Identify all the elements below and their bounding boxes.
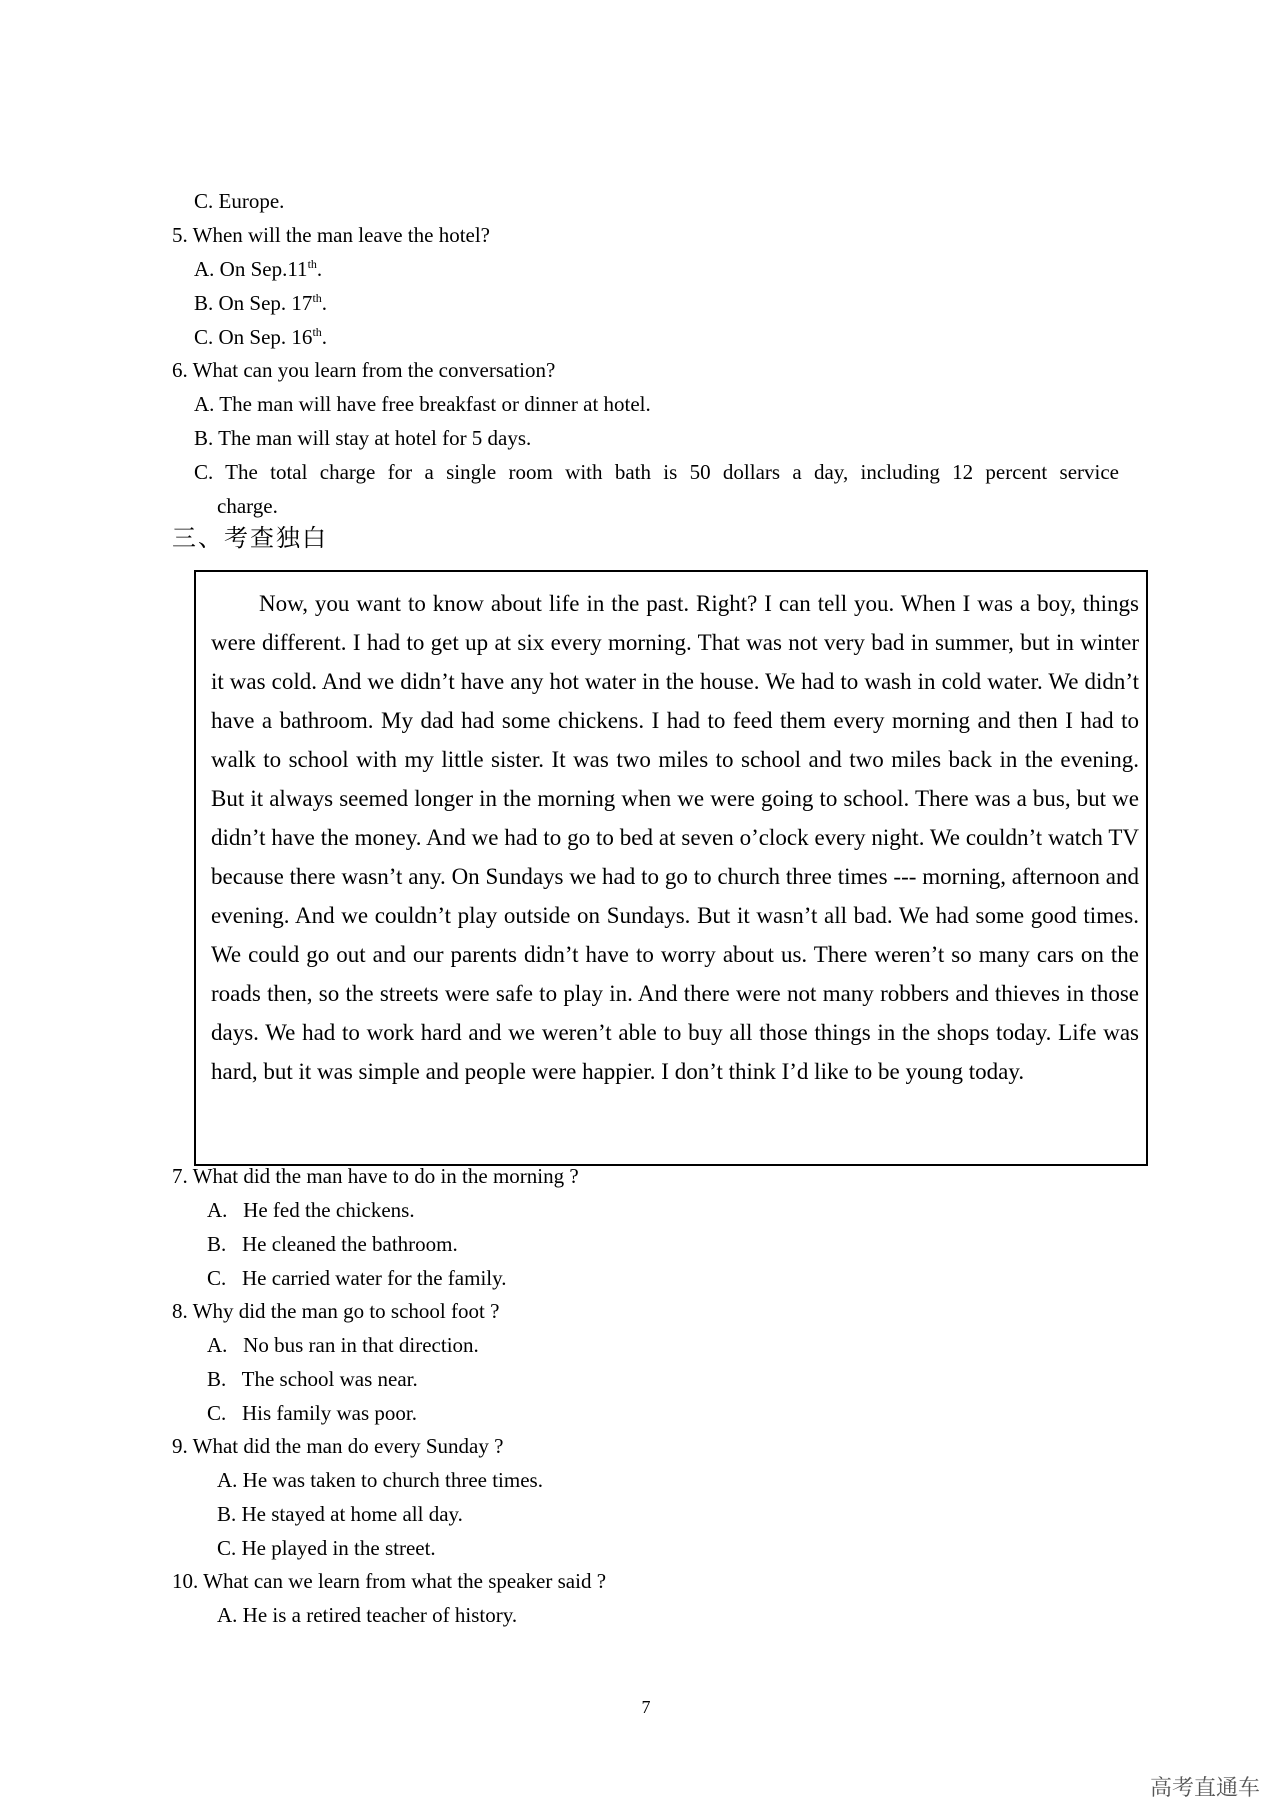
q7-question: 7. What did the man have to do in the morning ?: [172, 1164, 579, 1188]
q5-option-c: C. On Sep. 16th.: [194, 325, 328, 349]
watermark: 高考直通车: [1149, 1776, 1260, 1801]
q9-option-c: C. He played in the street.: [217, 1536, 436, 1560]
q6-question: 6. What can you learn from the conversation?: [172, 358, 556, 382]
q6-option-c-line1: C. The total charge for a single room with bath is 50 dollars a day, including 12 percent service: [194, 460, 1119, 484]
q9-option-b: B. He stayed at home all day.: [217, 1502, 463, 1526]
q4-option-c: C. Europe.: [194, 189, 285, 213]
q7-option-b: B. He cleaned the bathroom.: [207, 1232, 458, 1256]
q9-question: 9. What did the man do every Sunday ?: [172, 1434, 504, 1458]
q7-option-a: A. He fed the chickens.: [207, 1198, 415, 1222]
q5-option-a: A. On Sep.11th.: [194, 257, 323, 281]
q8-option-c: C. His family was poor.: [207, 1401, 417, 1425]
q6-option-a: A. The man will have free breakfast or dinner at hotel.: [194, 392, 651, 416]
q5-question: 5. When will the man leave the hotel?: [172, 223, 491, 247]
page-number: 7: [641, 1697, 651, 1717]
q10-question: 10. What can we learn from what the speaker said ?: [172, 1569, 607, 1593]
q8-option-b: B. The school was near.: [207, 1367, 418, 1391]
q9-option-a: A. He was taken to church three times.: [217, 1468, 543, 1492]
q6-option-b: B. The man will stay at hotel for 5 days.: [194, 426, 532, 450]
q10-option-a: A. He is a retired teacher of history.: [217, 1603, 518, 1627]
passage-text: Now, you want to know about life in the past. Right? I can tell you. When I was a boy, things were different. I had to get up at six every morning. That was not very bad in summer, but in winter it was cold. And we didn’t have any hot water in the house. We had to wash in cold water. We didn’t have a bathroom. My dad had some chickens. I had to feed them every morning and then I had to walk to school with my little sister. It was two miles to school and two miles back in the evening. But it always seemed longer in the morning when we were going to school. There was a bus, but we didn’t have the money. And we had to go to bed at seven o’clock every night. We couldn’t watch TV because there wasn’t any. On Sundays we had to go to church three times --- morning, afternoon and evening. And we couldn’t play outside on Sundays. But it wasn’t all bad. We had some good times. We could go out and our parents didn’t have to worry about us. There weren’t so many cars on the roads then, so the streets were safe to play in. And there were not many robbers and thieves in those days. We had to work hard and we weren’t able to buy all those things in the shops today. Life was hard, but it was simple and people were happier. I don’t think I’d like to be young today.: [211, 591, 1139, 1084]
q6-option-c-line2: charge.: [217, 494, 278, 518]
q8-question: 8. Why did the man go to school foot ?: [172, 1299, 500, 1323]
q8-option-a: A. No bus ran in that direction.: [207, 1333, 479, 1357]
q7-option-c: C. He carried water for the family.: [207, 1266, 507, 1290]
section-heading: 三、考查独白: [172, 524, 328, 552]
q5-option-b: B. On Sep. 17th.: [194, 291, 328, 315]
